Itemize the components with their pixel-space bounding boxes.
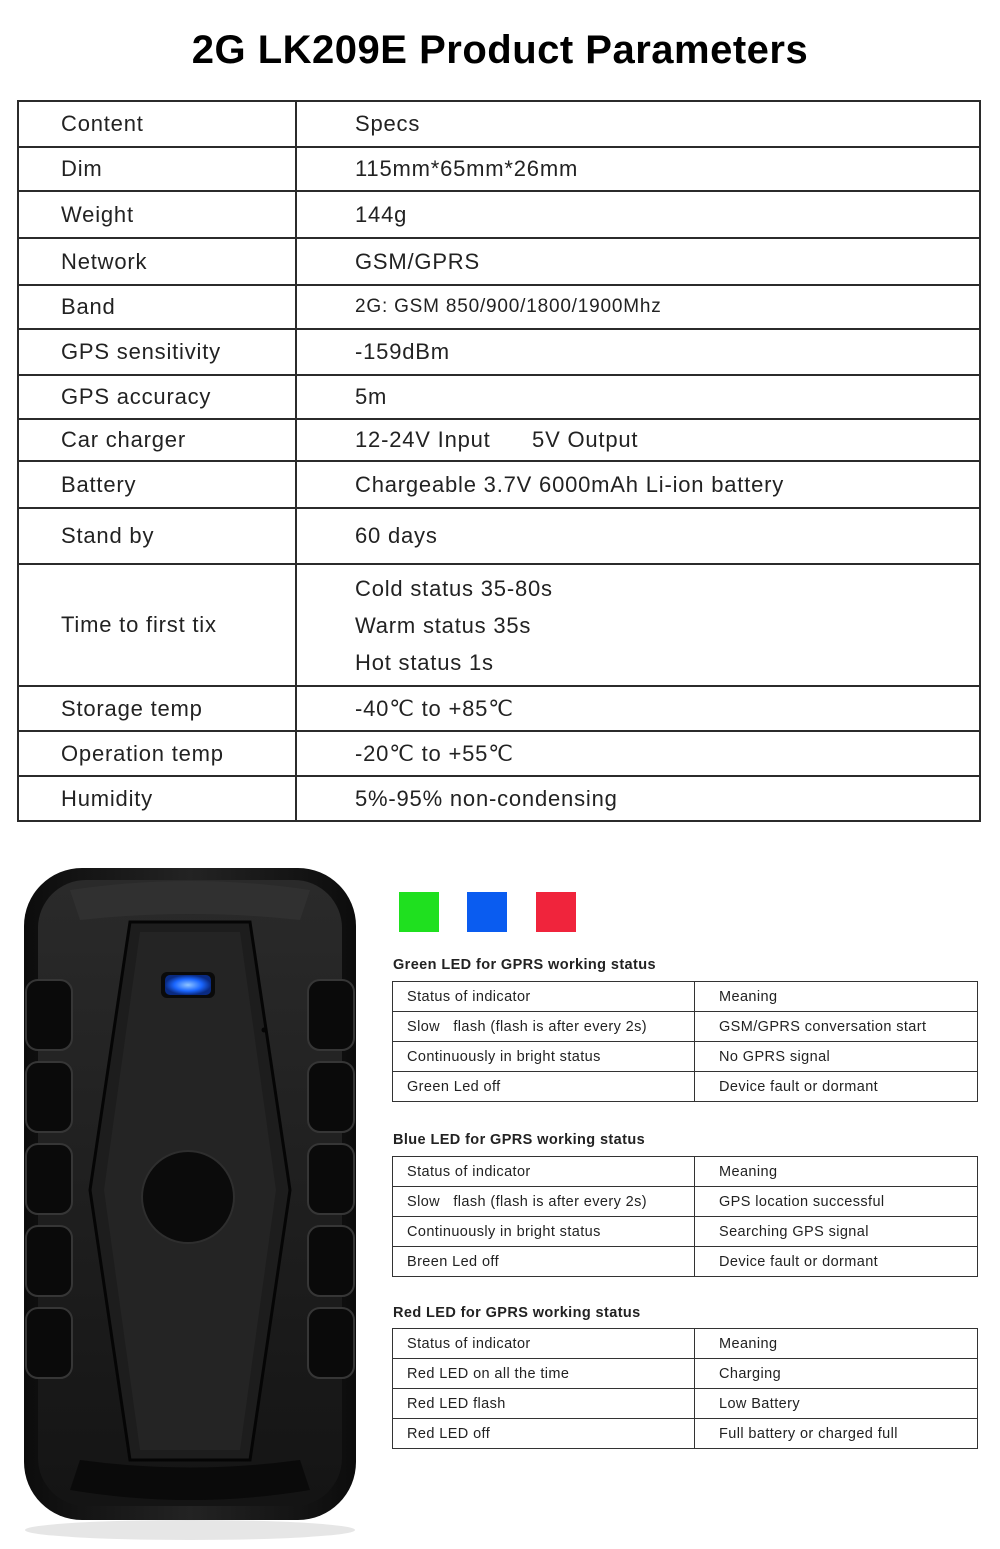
led-meaning-cell: Low Battery [695, 1389, 978, 1419]
led-status-cell: Green Led off [393, 1072, 695, 1102]
led-status-cell: Red LED on all the time [393, 1359, 695, 1389]
table-row [393, 1157, 978, 1187]
table-row [18, 285, 980, 329]
spec-value: Chargeable 3.7V 6000mAh Li-ion battery [296, 461, 980, 508]
red-led-table [392, 1328, 978, 1449]
led-meaning-cell: No GPRS signal [695, 1042, 978, 1072]
spec-key: Operation temp [18, 731, 296, 776]
spec-key: Content [18, 101, 296, 147]
spec-table [17, 100, 981, 822]
led-status-cell: Slow flash (flash is after every 2s) [393, 1187, 695, 1217]
spec-value: 144g [296, 191, 980, 238]
spec-value-line: Warm status 35s [355, 612, 532, 638]
green-swatch [399, 892, 439, 932]
spec-value-line: Cold status 35-80s [355, 575, 553, 601]
table-row [18, 419, 980, 461]
table-row [18, 508, 980, 564]
spec-key: Time to first tix [18, 564, 296, 686]
spec-value: 12-24V Input 5V Output [296, 419, 980, 461]
green-led-heading: Green LED for GPRS working status [393, 957, 656, 973]
spec-value: -40℃ to +85℃ [296, 686, 980, 731]
table-row [18, 101, 980, 147]
table-row [18, 686, 980, 731]
table-row [18, 238, 980, 285]
led-status-cell: Continuously in bright status [393, 1042, 695, 1072]
spec-value: Specs [296, 101, 980, 147]
led-meaning-cell: Searching GPS signal [695, 1217, 978, 1247]
table-row [393, 1247, 978, 1277]
spec-key: Weight [18, 191, 296, 238]
led-meaning-cell: Meaning [695, 982, 978, 1012]
spec-key: GPS accuracy [18, 375, 296, 419]
table-row [18, 461, 980, 508]
spec-key: Band [18, 285, 296, 329]
spec-value: 2G: GSM 850/900/1800/1900Mhz [296, 285, 980, 329]
led-status-cell: Red LED off [393, 1419, 695, 1449]
led-meaning-cell: Charging [695, 1359, 978, 1389]
led-status-cell: Status of indicator [393, 1157, 695, 1187]
led-status-cell: Breen Led off [393, 1247, 695, 1277]
spec-key: Network [18, 238, 296, 285]
blue-led-heading: Blue LED for GPRS working status [393, 1132, 646, 1148]
table-row [393, 1187, 978, 1217]
spec-value: 60 days [296, 508, 980, 564]
spec-key: Humidity [18, 776, 296, 821]
spec-key: GPS sensitivity [18, 329, 296, 375]
spec-value: 5m [296, 375, 980, 419]
spec-value: GSM/GPRS [296, 238, 980, 285]
spec-key: Battery [18, 461, 296, 508]
spec-value: -159dBm [296, 329, 980, 375]
spec-key: Stand by [18, 508, 296, 564]
table-row [393, 1072, 978, 1102]
table-row [393, 1012, 978, 1042]
led-meaning-cell: GPS location successful [695, 1187, 978, 1217]
led-status-cell: Slow flash (flash is after every 2s) [393, 1012, 695, 1042]
table-row [18, 329, 980, 375]
spec-value: 5%-95% non-condensing [296, 776, 980, 821]
table-row [18, 147, 980, 191]
led-meaning-cell: Device fault or dormant [695, 1072, 978, 1102]
spec-value: -20℃ to +55℃ [296, 731, 980, 776]
table-row [393, 982, 978, 1012]
page-title: 2G LK209E Product Parameters [191, 28, 809, 72]
spec-value-line: Hot status 1s [355, 649, 494, 675]
table-row [18, 375, 980, 419]
led-meaning-cell: Meaning [695, 1157, 978, 1187]
led-status-cell: Status of indicator [393, 982, 695, 1012]
red-swatch [536, 892, 576, 932]
led-status-cell: Status of indicator [393, 1329, 695, 1359]
table-row [18, 564, 980, 686]
spec-value-list [296, 564, 980, 686]
table-row [393, 1217, 978, 1247]
led-meaning-cell: Full battery or charged full [695, 1419, 978, 1449]
table-row [393, 1389, 978, 1419]
spec-key: Car charger [18, 419, 296, 461]
table-row [18, 191, 980, 238]
spec-key: Dim [18, 147, 296, 191]
led-meaning-cell: GSM/GPRS conversation start [695, 1012, 978, 1042]
led-status-cell: Continuously in bright status [393, 1217, 695, 1247]
gps-tracker-image [0, 850, 380, 1544]
spec-value: 115mm*65mm*26mm [296, 147, 980, 191]
table-row [393, 1359, 978, 1389]
red-led-heading: Red LED for GPRS working status [393, 1305, 641, 1321]
blue-led-table [392, 1156, 978, 1277]
table-row [18, 776, 980, 821]
led-status-cell: Red LED flash [393, 1389, 695, 1419]
led-meaning-cell: Meaning [695, 1329, 978, 1359]
led-meaning-cell: Device fault or dormant [695, 1247, 978, 1277]
table-row [393, 1042, 978, 1072]
table-row [18, 731, 980, 776]
blue-swatch [467, 892, 507, 932]
table-row [393, 1419, 978, 1449]
green-led-table [392, 981, 978, 1102]
spec-key: Storage temp [18, 686, 296, 731]
table-row [393, 1329, 978, 1359]
